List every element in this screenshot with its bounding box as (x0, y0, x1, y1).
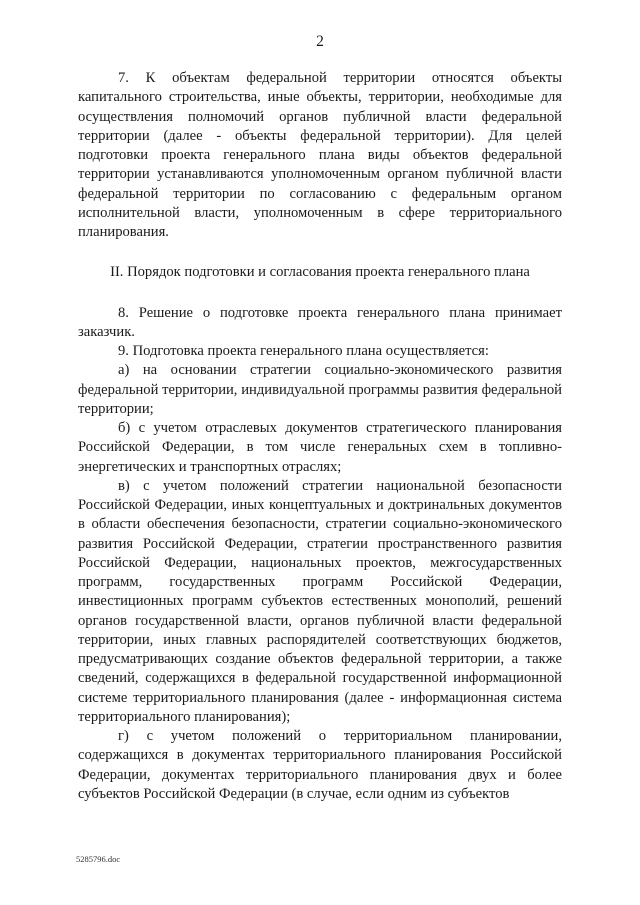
page-number: 2 (316, 33, 324, 50)
section-heading: II. Порядок подготовки и согласования проекта генерального плана (110, 264, 530, 281)
footer-filename: 5285796.doc (76, 854, 121, 864)
paragraph-9b: б) с учетом отраслевых документов стратегического планирования Российской Федерации, в том числе генеральных схем в топливно-энергетических и транспортных отраслях; (78, 420, 562, 475)
paragraph-9: 9. Подготовка проекта генерального плана осуществляется: (118, 343, 489, 359)
paragraph-9a: а) на основании стратегии социально-экономического развития федеральной территории, индивидуальной программы развития федеральной территории; (78, 362, 562, 417)
paragraph-9g: г) с учетом положений о территориальном планировании, содержащихся в документах территориального планирования Российской Федерации, документах территориального планирования двух и более субъектов Российской Федерации (в случае, если одним из субъектов (78, 728, 562, 802)
document-body (78, 69, 562, 804)
paragraph-7: 7. К объектам федеральной территории относятся объекты капитального строительства, иные объекты, территории, необходимые для осуществления полномочий органов публичной власти федеральной территории (далее - объекты федеральной территории). Для целей подготовки проекта генерального плана виды объектов федеральной территории устанавливаются уполномоченным органом публичной власти федеральной территории по согласованию с федеральным органом исполнительной власти, уполномоченным в сфере территориального планирования. (78, 70, 562, 240)
paragraph-9v: в) с учетом положений стратегии национальной безопасности Российской Федерации, иных концептуальных и доктринальных документов в области обеспечения безопасности, стратегии социально-экономического развития Российской Федерации, стратегии пространственного развития Российской Федерации, национальных проектов, межгосударственных программ, государственных программ Российской Федерации, инвестиционных программ субъектов естественных монополий, решений органов государственной власти, органов публичной власти федеральной территории, иных главных распорядителей соответствующих бюджетов, предусматривающих создание объектов федеральной территории, а также сведений, содержащихся в федеральной государственной информационной системе территориального планирования (далее - информационная система территориального планирования); (78, 477, 562, 725)
paragraph-8: 8. Решение о подготовке проекта генерального плана принимает заказчик. (78, 304, 562, 340)
